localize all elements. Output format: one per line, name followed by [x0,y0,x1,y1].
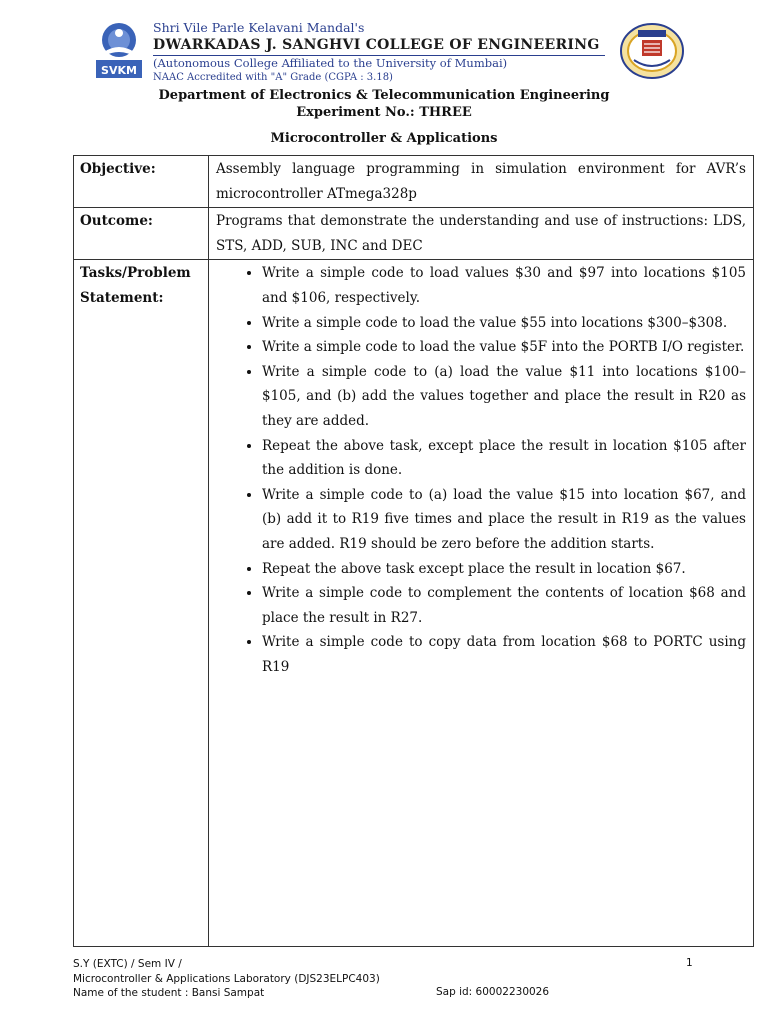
list-item: • Write a simple code to load the value $5F into the PORTB I/O register. [262,335,746,360]
objective-label: Objective: [74,156,209,208]
outcome-label: Outcome: [74,208,209,260]
task-list [216,261,746,679]
list-item: • Repeat the above task, except place the result in location $105 after the addition is done. [262,434,746,483]
experiment-number: Experiment No.: THREE [296,105,472,120]
svg-text:SVKM: SVKM [101,64,137,77]
outcome-row [74,208,754,260]
list-item: • Write a simple code to (a) load the value $11 into locations $100–$105, and (b) add the values together and place the result in R20 as they are added. [262,360,746,434]
list-item: • Write a simple code to load the value $55 into locations $300–$308. [262,311,746,336]
subject-title: Microcontroller & Applications [270,131,498,146]
department-title: Department of Electronics & Telecommunication Engineering [158,88,610,103]
experiment-table [73,155,754,947]
naac-text: NAAC Accredited with "A" Grade (CGPA : 3.18) [153,72,393,83]
footer-course-line: Microcontroller & Applications Laboratory (DJS23ELPC403) [73,973,380,985]
list-item: • Write a simple code to (a) load the value $15 into location $67, and (b) add it to R19 five times and place the result in R19 as the values are added. R19 should be zero before the addition starts. [262,483,746,557]
college-name: DWARKADAS J. SANGHVI COLLEGE OF ENGINEERING [153,37,600,53]
tasks-label: Tasks/Problem Statement: [74,260,209,947]
list-item: • Write a simple code to load values $30 and $97 into locations $105 and $106, respectively. [262,261,746,310]
page-number: 1 [686,957,693,969]
outcome-text: Programs that demonstrate the understanding and use of instructions: LDS, STS, ADD, SUB, INC and DEC [209,208,754,260]
svkm-logo [90,20,148,80]
list-item: • Write a simple code to copy data from location $68 to PORTC using R19 [262,630,746,679]
tasks-cell [209,260,754,947]
list-item: • Repeat the above task except place the result in location $67. [262,557,746,582]
list-item: • Write a simple code to complement the contents of location $68 and place the result in R27. [262,581,746,630]
trust-name: Shri Vile Parle Kelavani Mandal's [153,20,365,35]
objective-row [74,156,754,208]
affiliation-text: (Autonomous College Affiliated to the University of Mumbai) [153,56,508,70]
college-seal-logo [618,22,686,80]
sap-id: Sap id: 60002230026 [436,986,550,998]
footer-student-name: Name of the student : Bansi Sampat [73,987,265,999]
objective-text: Assembly language programming in simulation environment for AVR’s microcontroller ATmega328p [209,156,754,208]
tasks-row [74,260,754,947]
footer-class-line: S.Y (EXTC) / Sem IV / [73,958,182,970]
